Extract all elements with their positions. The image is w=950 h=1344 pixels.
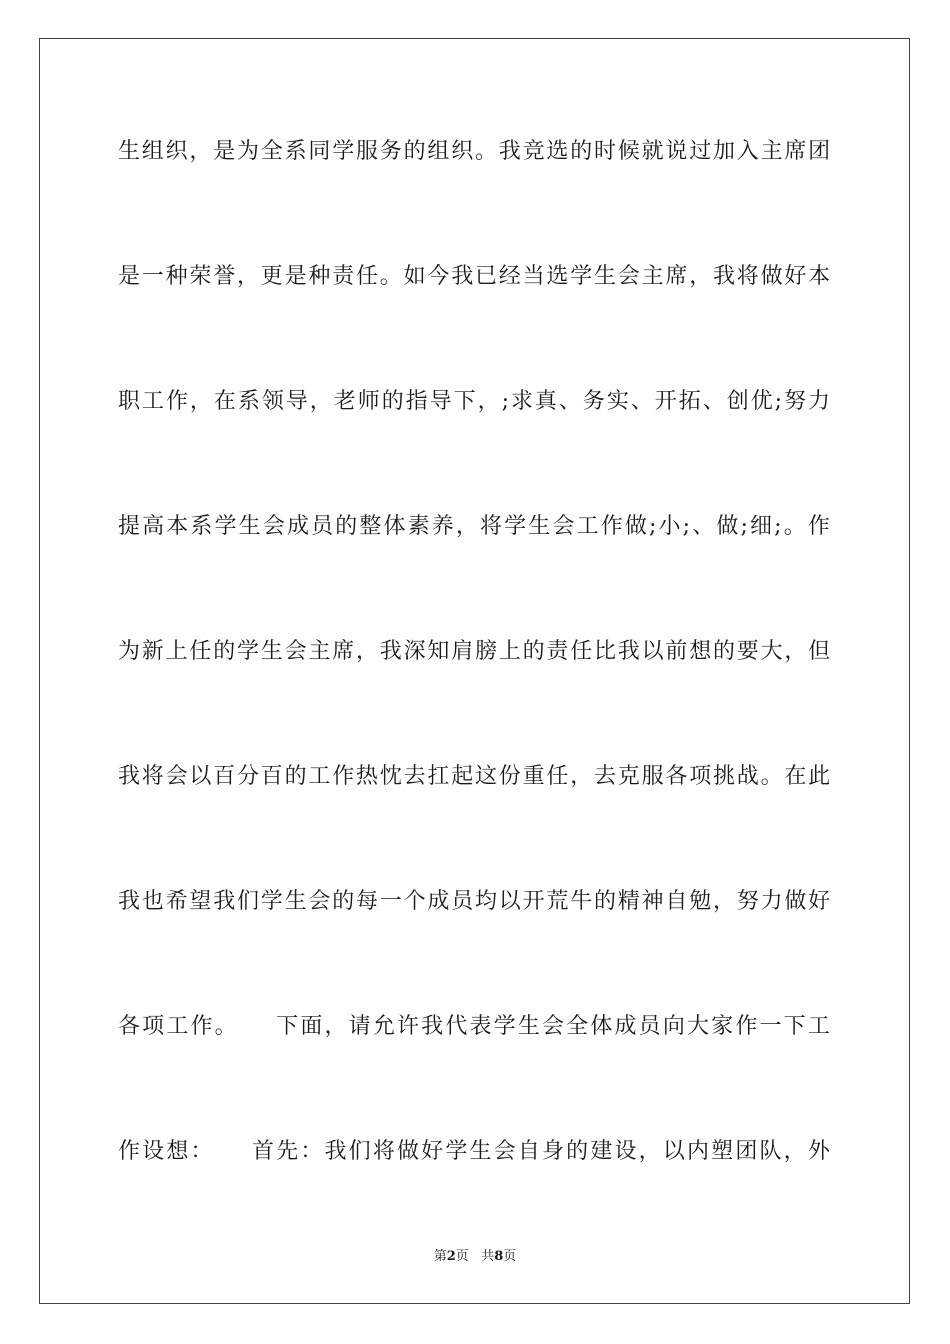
- total-suffix: 页: [503, 1249, 517, 1264]
- body-text-line-5: 为新上任的学生会主席，我深知肩膀上的责任比我以前想的要大，但: [118, 639, 832, 664]
- body-text-line-6: 我将会以百分百的工作热忱去扛起这份重任，去克服各项挑战。在此: [118, 764, 832, 789]
- body-text-line-1: 生组织，是为全系同学服务的组织。我竞选的时候就说过加入主席团: [118, 139, 832, 164]
- page-footer: [0, 1248, 950, 1266]
- body-text-line-4: 提高本系学生会成员的整体素养，将学生会工作做;小;、做;细;。作: [118, 514, 832, 539]
- page-border: [39, 38, 910, 1304]
- body-text-line-2: 是一种荣誉，更是种责任。如今我已经当选学生会主席，我将做好本: [118, 264, 832, 289]
- body-text-line-7: 我也希望我们学生会的每一个成员均以开荒牛的精神自勉，努力做好: [118, 889, 832, 914]
- body-text-line-3: 职工作，在系领导，老师的指导下，;求真、务实、开拓、创优;努力: [118, 389, 832, 414]
- body-text-line-8: 各项工作。 下面，请允许我代表学生会全体成员向大家作一下工: [118, 1014, 832, 1039]
- page-suffix: 页: [455, 1249, 469, 1264]
- total-pages: 8: [494, 1249, 504, 1264]
- page-prefix: 第: [433, 1249, 447, 1264]
- page-number: 2: [446, 1249, 456, 1264]
- total-prefix: 共: [481, 1249, 495, 1264]
- body-text-line-9: 作设想： 首先：我们将做好学生会自身的建设，以内塑团队，外: [118, 1139, 832, 1164]
